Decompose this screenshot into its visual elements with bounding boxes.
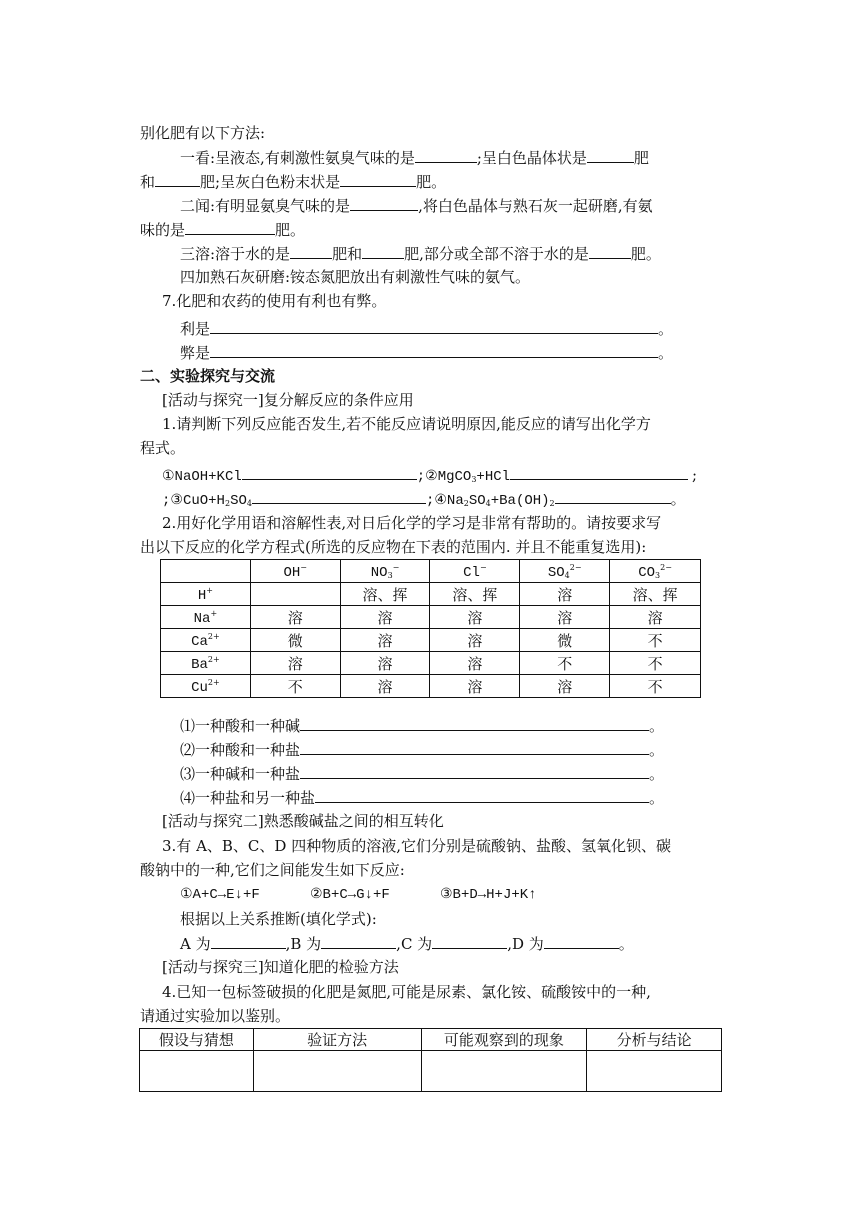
ion-subscript: 4 (564, 570, 570, 580)
text: 肥和 (332, 245, 363, 263)
solubility-cell: 不 (610, 652, 701, 675)
fill-blank[interactable] (315, 787, 649, 803)
solubility-cell: 溶 (520, 583, 610, 606)
solubility-cell: 溶 (340, 606, 430, 629)
activity-3-title: [活动与探究三]知道化肥的检验方法 (162, 958, 399, 976)
text: 一看:呈液态,有刺激性氨臭气味的是 (180, 149, 415, 167)
text: ,D 为 (507, 935, 544, 953)
answer-cell[interactable] (140, 1051, 254, 1092)
activity-1-title: [活动与探究一]复分解反应的条件应用 (162, 391, 414, 409)
solubility-cell: 不 (250, 675, 340, 698)
header-conclusion: 分析与结论 (587, 1029, 722, 1051)
fill-blank[interactable] (362, 243, 404, 259)
ion-charge: − (300, 562, 307, 572)
text: ,将白色晶体与熟石灰一起研磨,有氨 (418, 197, 653, 215)
subscript: 2 (224, 499, 231, 508)
text: A 为 (180, 935, 211, 953)
subscript: 3 (471, 475, 477, 484)
dissolve-line (180, 243, 661, 264)
intro-line: 别化肥有以下方法: (140, 124, 266, 142)
text: 。 (670, 490, 686, 508)
solubility-cell: 溶 (520, 606, 610, 629)
text: ⑶一种碱和一种盐 (180, 765, 301, 783)
q3-line-1: 3.有 A、B、C、D 四种物质的溶液,它们分别是硫酸钠、盐酸、氢氧化钡、碳 (162, 837, 671, 855)
fill-blank[interactable] (210, 342, 658, 358)
ion-charge: 2− (660, 562, 672, 572)
text: +Ba(OH) (490, 493, 550, 509)
reaction-3: ;③CuO+H (162, 493, 225, 509)
experiment-answer-row (140, 1051, 722, 1092)
cation-row (161, 675, 701, 698)
text: 。 (649, 765, 665, 783)
solubility-cell: 溶 (430, 675, 520, 698)
text: 肥;呈灰白色粉末状是 (200, 173, 341, 191)
cation-row (161, 652, 701, 675)
reaction-eq-3: ③B+D→H+J+K↑ (440, 887, 537, 903)
solubility-cell: 溶 (520, 675, 610, 698)
ion-charge: + (206, 585, 213, 595)
reaction-4: ;④Na (425, 493, 464, 509)
ion-symbol: Cl (463, 564, 480, 581)
text: 和 (140, 173, 156, 191)
text: ,B 为 (285, 935, 322, 953)
solubility-cell: 溶、挥 (610, 583, 701, 606)
text: 利是 (180, 320, 211, 338)
cation-cell (161, 629, 251, 652)
reaction-row-2 (162, 488, 686, 514)
fill-blank[interactable] (415, 147, 477, 163)
reaction-eq-1: ①A+C→E↓+F (180, 887, 260, 903)
subq-2 (180, 739, 664, 760)
cation-row (161, 629, 701, 652)
fill-blank[interactable] (544, 933, 619, 949)
ion-charge: 2− (569, 562, 582, 572)
cation-row (161, 606, 701, 629)
text: +HCl (476, 469, 511, 485)
solubility-cell: 溶、挥 (430, 583, 520, 606)
subscript: 2 (463, 499, 469, 508)
corner-cell (161, 560, 251, 583)
grind-line: 四加熟石灰研磨:铵态氮肥放出有刺激性气味的氨气。 (180, 268, 531, 286)
ion-symbol: OH (283, 564, 301, 581)
text: 。 (649, 741, 665, 759)
solubility-cell: 溶 (250, 652, 340, 675)
answers-line (180, 933, 634, 954)
solubility-cell (250, 583, 340, 606)
fill-blank[interactable] (210, 318, 658, 334)
text: 。 (649, 717, 665, 735)
header-phenomenon: 可能观察到的现象 (421, 1029, 587, 1051)
fill-blank[interactable] (555, 488, 671, 504)
text: 三溶:溶于水的是 (180, 245, 291, 263)
fill-blank[interactable] (321, 933, 396, 949)
text: 味的是 (140, 221, 186, 239)
fill-blank[interactable] (185, 219, 275, 235)
subq-3 (180, 763, 664, 784)
ion-charge: 2+ (207, 654, 220, 664)
section-heading: 二、实验探究与交流 (140, 367, 276, 385)
fill-blank[interactable] (587, 147, 634, 163)
ion-charge: − (392, 562, 400, 572)
solubility-cell: 溶 (610, 606, 701, 629)
reaction-2: ;②MgCO (416, 469, 472, 485)
text: ,C 为 (396, 935, 433, 953)
cation-row (161, 583, 701, 606)
text: ;呈白色晶体状是 (476, 149, 587, 167)
solubility-cell: 溶、挥 (340, 583, 430, 606)
fill-blank[interactable] (290, 243, 332, 259)
q4-line-2: 请通过实验加以鉴别。 (140, 1007, 291, 1025)
smell-line-1 (180, 195, 653, 216)
experiment-table (139, 1028, 722, 1092)
infer-line: 根据以上关系推断(填化学式): (180, 910, 377, 928)
fill-blank[interactable] (510, 464, 688, 480)
answer-cell[interactable] (421, 1051, 587, 1092)
fill-blank[interactable] (252, 488, 426, 504)
fill-blank[interactable] (432, 933, 507, 949)
header-method: 验证方法 (253, 1029, 421, 1051)
look-line-2 (140, 171, 446, 192)
q2-line-2: 出以下反应的化学方程式(所选的反应物在下表的范围内. 并且不能重复选用): (140, 538, 647, 556)
ion-cell (250, 560, 340, 583)
subq-1 (180, 715, 664, 736)
solubility-cell: 微 (520, 629, 610, 652)
text: ⑵一种酸和一种盐 (180, 741, 301, 759)
reaction-1: ①NaOH+KCl (162, 469, 242, 485)
anion-header-row (161, 560, 701, 583)
ion-cell (340, 560, 430, 583)
experiment-header-row (140, 1029, 722, 1051)
look-line-1 (180, 147, 649, 168)
solubility-cell: 溶 (250, 606, 340, 629)
reaction-eq-2: ②B+C→G↓+F (310, 887, 390, 903)
text: 肥。 (416, 173, 447, 191)
cation-cell (161, 675, 251, 698)
solubility-cell: 不 (520, 652, 610, 675)
solubility-cell: 不 (610, 629, 701, 652)
ion-symbol: Cu (191, 679, 208, 696)
cation-cell (161, 652, 251, 675)
ion-charge: − (479, 562, 487, 572)
q1-line-2: 程式。 (140, 439, 186, 457)
smell-line-2 (140, 219, 305, 240)
fill-blank[interactable] (589, 243, 631, 259)
subscript: 4 (246, 499, 252, 508)
text: 。 (618, 935, 634, 953)
answer-cell[interactable] (587, 1051, 722, 1092)
subscript: 4 (485, 499, 491, 508)
activity-2-title: [活动与探究二]熟悉酸碱盐之间的相互转化 (162, 812, 444, 830)
benefit-line (180, 318, 673, 339)
text: 肥。 (275, 221, 306, 239)
subscript: 2 (549, 499, 555, 508)
text: 肥 (633, 149, 649, 167)
ion-cell (520, 560, 610, 583)
solubility-cell: 溶 (340, 629, 430, 652)
text: ⑴一种酸和一种碱 (180, 717, 301, 735)
text: SO (230, 493, 247, 509)
text: SO (468, 493, 486, 509)
fill-blank[interactable] (350, 195, 418, 211)
solubility-cell: 微 (250, 629, 340, 652)
fill-blank[interactable] (211, 933, 286, 949)
ion-charge: 2+ (207, 631, 220, 641)
ion-symbol: CO (638, 564, 656, 581)
fill-blank[interactable] (300, 739, 649, 755)
cation-cell (161, 606, 251, 629)
solubility-cell: 溶 (430, 629, 520, 652)
text: 。 (649, 789, 665, 807)
ion-symbol: Na (193, 610, 211, 627)
header-hypothesis: 假设与猜想 (140, 1029, 254, 1051)
ion-charge: 2+ (207, 677, 220, 687)
ion-subscript: 3 (387, 570, 393, 580)
ion-cell (430, 560, 520, 583)
ion-symbol: SO (547, 564, 565, 581)
text: ; (692, 466, 698, 484)
ion-symbol: Ba (191, 656, 208, 673)
solubility-cell: 溶 (430, 652, 520, 675)
solubility-cell: 溶 (430, 606, 520, 629)
q2-line-1: 2.用好化学用语和溶解性表,对日后化学的学习是非常有帮助的。请按要求写 (162, 514, 662, 532)
cation-cell (161, 583, 251, 606)
fill-blank[interactable] (300, 763, 649, 779)
fill-blank[interactable] (242, 464, 417, 480)
ion-subscript: 3 (655, 570, 661, 580)
subq-4 (180, 787, 664, 808)
ion-symbol: H (197, 587, 207, 604)
text: 。 (658, 344, 674, 362)
text: 肥。 (630, 245, 661, 263)
answer-cell[interactable] (253, 1051, 421, 1092)
ion-charge: + (210, 608, 218, 618)
solubility-cell: 溶 (340, 652, 430, 675)
ion-symbol: NO (370, 564, 388, 581)
ion-symbol: Ca (191, 633, 208, 650)
q3-line-2: 酸钠中的一种,它们之间能发生如下反应: (140, 861, 405, 879)
solubility-cell: 不 (610, 675, 701, 698)
solubility-table (160, 559, 701, 698)
fill-blank[interactable] (340, 171, 416, 187)
text: 二闻:有明显氨臭气味的是 (180, 197, 351, 215)
harm-line (180, 342, 673, 363)
solubility-cell: 溶 (340, 675, 430, 698)
text: 。 (658, 320, 674, 338)
reaction-row-1 (162, 464, 697, 490)
ion-cell (610, 560, 701, 583)
fill-blank[interactable] (300, 715, 649, 731)
text: ⑷一种盐和另一种盐 (180, 789, 316, 807)
text: 弊是 (180, 344, 211, 362)
fill-blank[interactable] (155, 171, 200, 187)
q4-line-1: 4.已知一包标签破损的化肥是氮肥,可能是尿素、氯化铵、硫酸铵中的一种, (162, 983, 651, 1001)
text: 肥,部分或全部不溶于水的是 (404, 245, 589, 263)
q1-line-1: 1.请判断下列反应能否发生,若不能反应请说明原因,能反应的请写出化学方 (162, 415, 651, 433)
q7-line: 7.化肥和农药的使用有利也有弊。 (162, 292, 387, 310)
